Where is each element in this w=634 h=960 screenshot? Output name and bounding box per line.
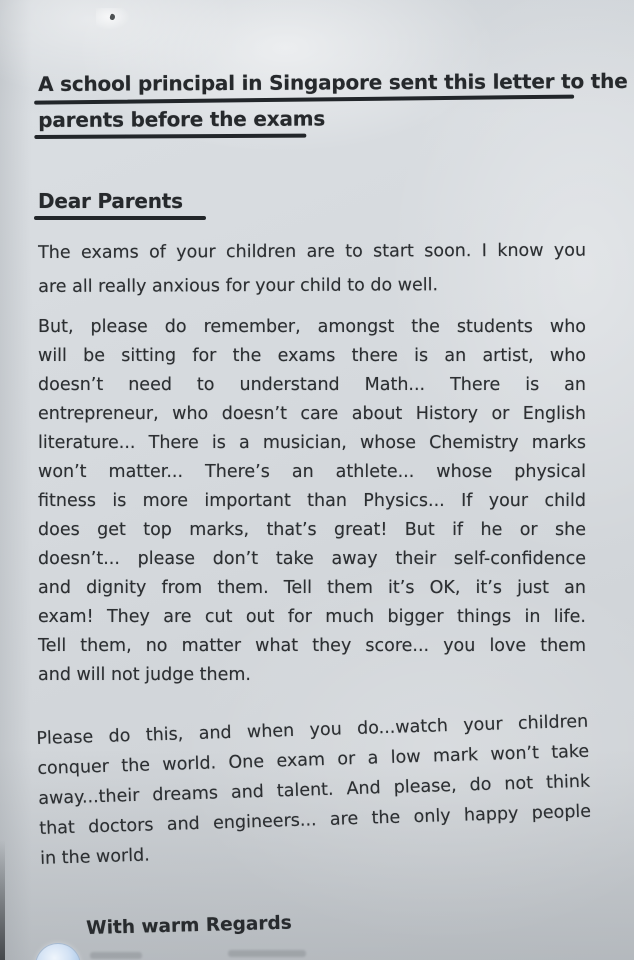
paragraph-line: away...their dreams and talent. And please, do not think bbox=[38, 771, 591, 809]
title-line-1-text: A school principal in Singapore sent this letter to the bbox=[38, 68, 628, 96]
salutation bbox=[38, 189, 298, 225]
cropped-text-remnant bbox=[228, 950, 306, 957]
paragraph-line: will be sitting for the exams there is an artist, who bbox=[38, 346, 586, 366]
paragraph-line: literature... There is a musician, whose Chemistry marks bbox=[38, 433, 586, 453]
paragraph-line: won’t matter... There’s an athlete... whose physical bbox=[38, 462, 586, 482]
title-underline-1 bbox=[34, 95, 574, 105]
closing-regards: With warm Regards bbox=[86, 912, 292, 939]
paper-speck bbox=[96, 8, 130, 30]
paragraph-line: Tell them, no matter what they score... you love them bbox=[38, 636, 586, 656]
title-line-2 bbox=[38, 105, 598, 144]
title-underline-2 bbox=[34, 134, 306, 139]
paragraph-line: and dignity from them. Tell them it’s OK, it’s just an bbox=[38, 578, 586, 598]
paragraph-line: The exams of your children are to start soon. I know you bbox=[38, 240, 587, 263]
paragraph-line: and will not judge them. bbox=[38, 665, 251, 685]
paragraph-line: in the world. bbox=[39, 845, 151, 869]
paragraph-line: entrepreneur, who doesn’t care about History or English bbox=[38, 404, 586, 424]
cropped-text-remnant bbox=[90, 952, 142, 959]
paragraph-line: doesn’t need to understand Math... There is an bbox=[38, 375, 586, 395]
paragraph-line: fitness is more important than Physics... If your child bbox=[38, 491, 586, 511]
paragraph-line: But, please do remember, amongst the students who bbox=[38, 317, 586, 337]
paragraph-2 bbox=[38, 313, 586, 690]
photo-edge-shadow bbox=[0, 840, 5, 960]
letter-title bbox=[38, 68, 628, 144]
paragraph-line: does get top marks, that’s great! But if he or she bbox=[38, 520, 586, 540]
paragraph-line: are all really anxious for your child to do well. bbox=[38, 275, 439, 297]
paragraph-3 bbox=[36, 707, 592, 874]
salutation-underline bbox=[34, 216, 206, 220]
like-reaction-icon bbox=[36, 944, 80, 960]
title-line-2-text: parents before the exams bbox=[38, 106, 326, 132]
salutation-line bbox=[38, 189, 298, 225]
paragraph-1 bbox=[38, 234, 586, 304]
paragraph-line: doesn’t... please don’t take away their self-confidence bbox=[38, 549, 586, 569]
salutation-text: Dear Parents bbox=[38, 189, 183, 213]
title-line-1 bbox=[38, 68, 628, 108]
paragraph-line: that doctors and engineers... are the only happy people bbox=[38, 801, 592, 839]
paragraph-line: conquer the world. One exam or a low mark won’t take bbox=[37, 741, 590, 779]
paragraph-line: Please do this, and when you do...watch your children bbox=[36, 711, 589, 749]
paragraph-line: exam! They are cut out for much bigger things in life. bbox=[38, 607, 586, 627]
